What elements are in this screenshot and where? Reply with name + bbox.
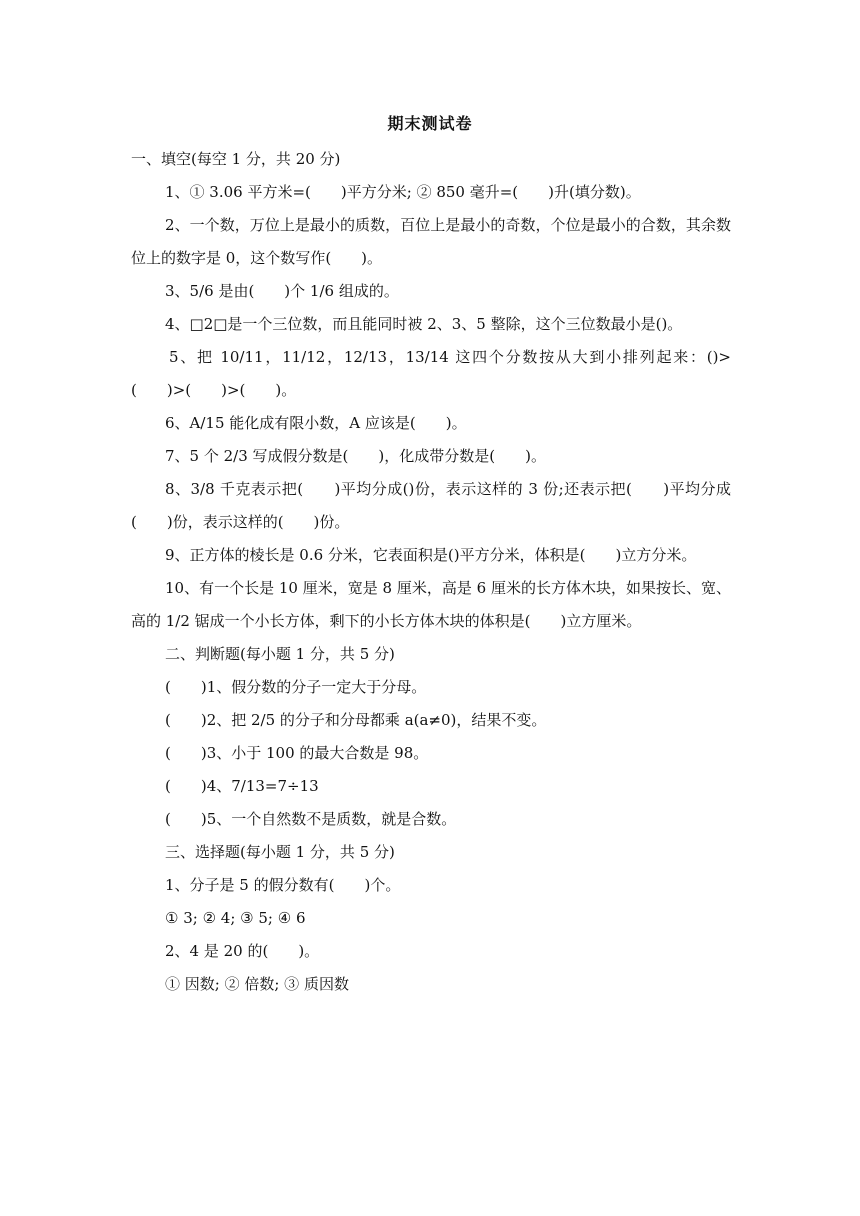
question-7: 7、5 个 2/3 写成假分数是( )，化成带分数是( )。: [165, 447, 546, 465]
choice-question-2-options: ① 因数; ② 倍数; ③ 质因数: [165, 975, 349, 993]
page-title: 期末测试卷: [387, 114, 473, 133]
section-heading-multiple-choice: 三、选择题(每小题 1 分，共 5 分): [165, 843, 395, 861]
question-8: 8、3/8 千克表示把( )平均分成()份，表示这样的 3 份;还表示把( )平均分成( )份，表示这样的( )份。: [131, 480, 731, 531]
question-4: 4、□2□是一个三位数，而且能同时被 2、3、5 整除，这个三位数最小是()。: [165, 315, 683, 333]
exam-content: [131, 143, 731, 1001]
question-6: 6、A/15 能化成有限小数，A 应该是( )。: [165, 414, 467, 432]
choice-question-1: 1、分子是 5 的假分数有( )个。: [165, 876, 401, 894]
question-1: 1、① 3.06 平方米=( )平方分米; ② 850 毫升=( )升(填分数)。: [165, 183, 641, 201]
judge-item-1: ( )1、假分数的分子一定大于分母。: [165, 678, 427, 696]
choice-question-2: 2、4 是 20 的( )。: [165, 942, 320, 960]
judge-item-3: ( )3、小于 100 的最大合数是 98。: [165, 744, 429, 762]
choice-question-1-options: ① 3; ② 4; ③ 5; ④ 6: [165, 909, 306, 927]
question-2: 2、一个数，万位上是最小的质数，百位上是最小的奇数，个位是最小的合数，其余数位上的数字是 0，这个数写作( )。: [131, 216, 731, 267]
section-heading-true-false: 二、判断题(每小题 1 分，共 5 分): [165, 645, 395, 663]
question-5: 5、把 10/11，11/12，12/13，13/14 这四个分数按从大到小排列起来：()>( )>( )>( )。: [131, 348, 731, 399]
question-3: 3、5/6 是由( )个 1/6 组成的。: [165, 282, 399, 300]
question-9: 9、正方体的棱长是 0.6 分米，它表面积是()平方分米，体积是( )立方分米。: [165, 546, 697, 564]
judge-item-4: ( )4、7/13=7÷13: [165, 777, 319, 795]
judge-item-5: ( )5、一个自然数不是质数，就是合数。: [165, 810, 457, 828]
question-10: 10、有一个长是 10 厘米，宽是 8 厘米，高是 6 厘米的长方体木块，如果按长、宽、高的 1/2 锯成一个小长方体，剩下的小长方体木块的体积是( )立方厘米。: [131, 579, 731, 630]
judge-item-2: ( )2、把 2/5 的分子和分母都乘 a(a≠0)，结果不变。: [165, 711, 547, 729]
section-heading-fill-blank: 一、填空(每空 1 分，共 20 分): [131, 150, 341, 168]
